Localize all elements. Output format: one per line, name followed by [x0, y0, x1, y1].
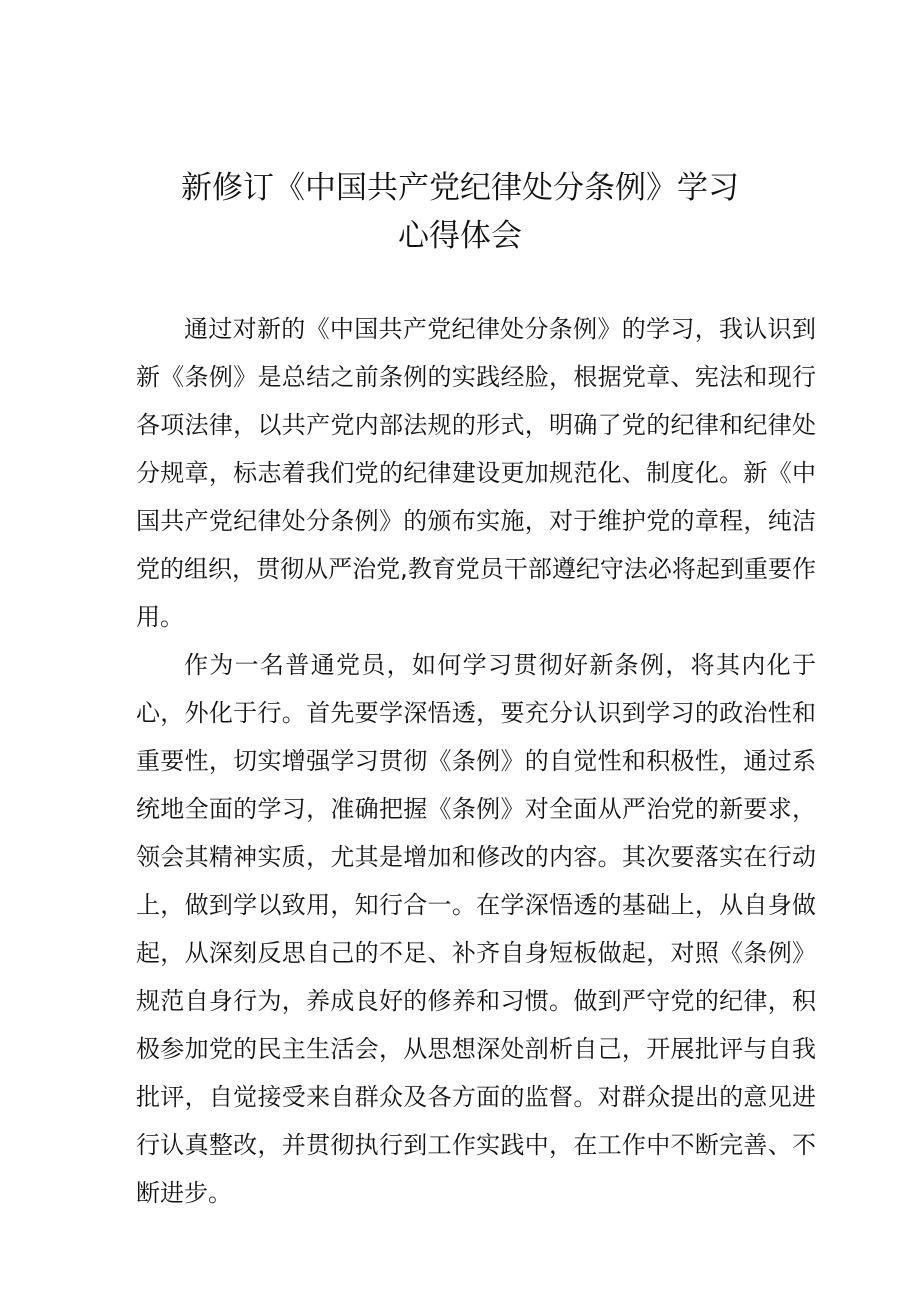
document-title-line-2: 心得体会 — [398, 218, 522, 254]
document-title-line-1: 新修订《中国共产党纪律处分条例》学习 — [181, 170, 739, 206]
body-paragraph-1: 通过对新的《中国共产党纪律处分条例》的学习，我认识到新《条例》是总结之前条例的实践经脸，根据党章、宪法和现行各项法律，以共产党内部法规的形式，明确了党的纪律和纪律处分规章，标志着我们党的纪律建设更加规范化、制度化。新《中国共产党纪律处分条例》的颁布实施，对于维护党的章程，纯洁党的组织，贯彻从严治党,教育党员干部遵纪守法必将起到重要作用。 — [136, 315, 816, 631]
body-paragraph-2: 作为一名普通党员，如何学习贯彻好新条例，将其内化于心，外化于行。首先要学深悟透，要充分认识到学习的政治性和重要性，切实增强学习贯彻《条例》的自觉性和积极性，通过系统地全面的学习，准确把握《条例》对全面从严治党的新要求，领会其精神实质，尤其是增加和修改的内容。其次要落实在行动上，做到学以致用，知行合一。在学深悟透的基础上，从自身做起，从深刻反思自己的不足、补齐自身短板做起，对照《条例》规范自身行为，养成良好的修养和习惯。做到严守党的纪律，积极参加党的民主生活会，从思想深处剖析自己，开展批评与自我批评，自觉接受来自群众及各方面的监督。对群众提出的意见进行认真整改，并贯彻执行到工作实践中，在工作中不断完善、不断进步。 — [136, 651, 816, 1207]
